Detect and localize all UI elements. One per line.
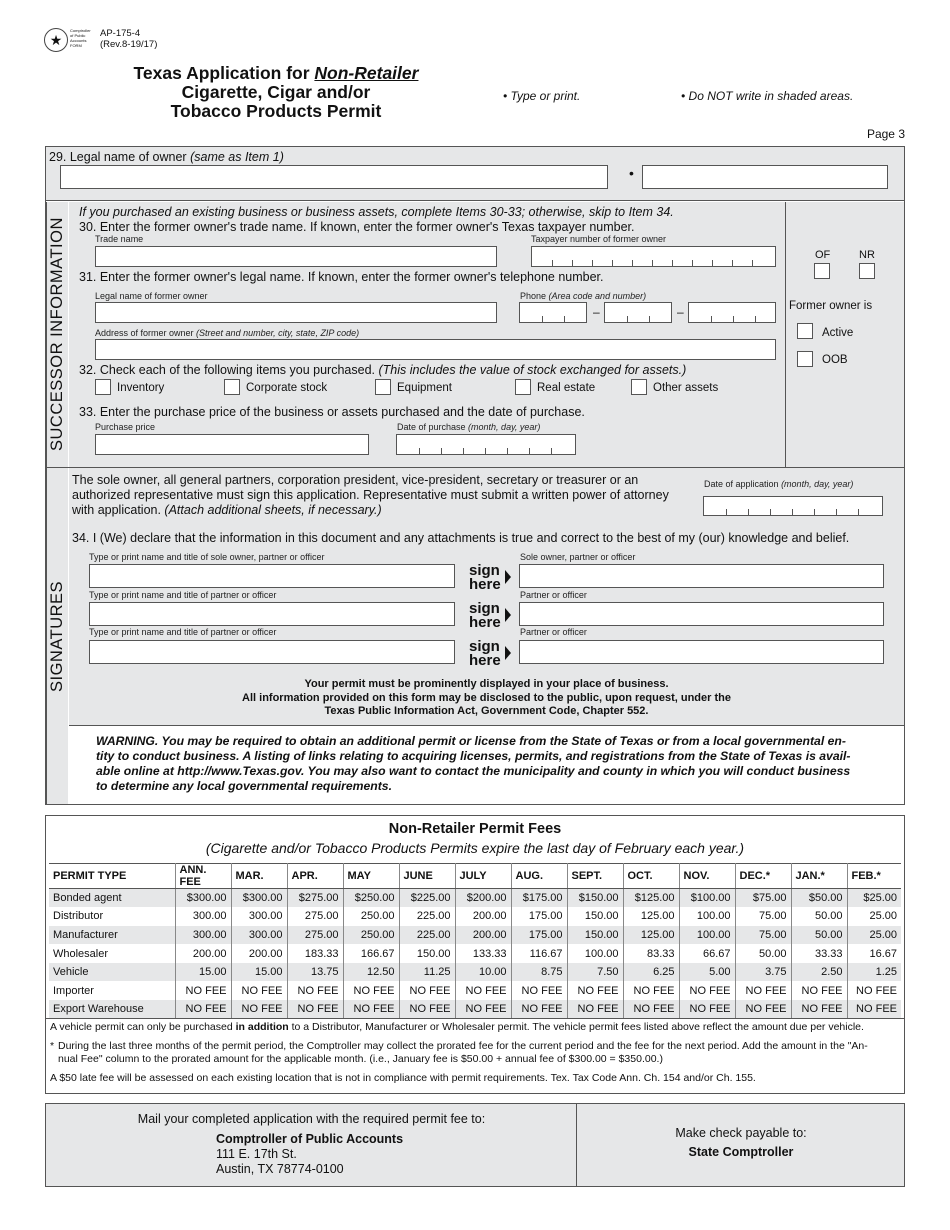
fee-cell: 11.25 <box>399 963 455 982</box>
mail-heading: Mail your completed application with the required permit fee to: <box>137 1112 486 1126</box>
signer2-name-input[interactable] <box>89 602 455 626</box>
public-info-notice: Your permit must be prominently displayed in your place of business. All information provided on this form may be disclosed to the public, upon request, under the Texas Public Information Act, Government Code, Chapter 552. <box>242 678 731 717</box>
fees-row <box>49 944 901 963</box>
divider <box>46 1018 904 1019</box>
fee-cell: NO FEE <box>511 981 567 1000</box>
equipment-label: Equipment <box>397 382 452 394</box>
fee-cell: 275.00 <box>287 907 343 926</box>
fee-cell: 200.00 <box>231 944 287 963</box>
col-header: MAY <box>343 864 399 889</box>
fees-header-row <box>49 864 901 889</box>
purchase-date-input[interactable] <box>396 434 576 455</box>
purchase-price-input[interactable] <box>95 434 369 455</box>
purchase-price-label: Purchase price <box>95 422 156 432</box>
fee-cell: 166.67 <box>343 944 399 963</box>
fee-cell: NO FEE <box>399 1000 455 1019</box>
phone-label: Phone (Area code and number) <box>520 291 647 301</box>
fee-cell: 275.00 <box>287 926 343 945</box>
fee-cell: 200.00 <box>175 944 231 963</box>
signatures-section <box>69 468 904 726</box>
fee-cell: NO FEE <box>735 1000 791 1019</box>
real-estate-label: Real estate <box>537 382 596 394</box>
signer3-signature-label: Partner or officer <box>520 627 587 637</box>
form-revision: (Rev.8-19/17) <box>100 39 158 50</box>
purchase-date-label: Date of purchase (month, day, year) <box>397 422 541 432</box>
fees-row <box>49 1000 901 1019</box>
permit-type-cell: Distributor <box>49 907 175 926</box>
fee-cell: $150.00 <box>567 889 623 908</box>
phone-prefix-input[interactable] <box>604 302 672 323</box>
date-of-application-input[interactable] <box>703 496 883 516</box>
sign-arrow-icon <box>505 570 511 584</box>
col-header: ANN. FEE <box>175 864 231 889</box>
former-legal-name-input[interactable] <box>95 302 497 323</box>
fee-cell: 13.75 <box>287 963 343 982</box>
col-header: PERMIT TYPE <box>49 864 175 889</box>
fee-cell: $25.00 <box>847 889 901 908</box>
fee-cell: NO FEE <box>455 1000 511 1019</box>
fee-cell: 250.00 <box>343 907 399 926</box>
sign-arrow-icon <box>505 608 511 622</box>
col-header: MAR. <box>231 864 287 889</box>
fee-cell: 50.00 <box>735 944 791 963</box>
fee-cell: 100.00 <box>567 944 623 963</box>
fee-cell: 200.00 <box>455 907 511 926</box>
of-label: OF <box>815 249 831 261</box>
fee-cell: 300.00 <box>231 926 287 945</box>
permit-type-cell: Bonded agent <box>49 889 175 908</box>
permit-type-cell: Importer <box>49 981 175 1000</box>
signer2-signature-label: Partner or officer <box>520 590 587 600</box>
inventory-label: Inventory <box>117 382 165 394</box>
fee-cell: NO FEE <box>567 1000 623 1019</box>
fee-cell: NO FEE <box>231 1000 287 1019</box>
item30-text: 30. Enter the former owner's trade name. If known, enter the former owner's Texas taxpayer number. <box>79 220 635 234</box>
signer2-name-label: Type or print name and title of partner or officer <box>89 590 277 600</box>
active-label: Active <box>822 327 854 339</box>
fee-cell: NO FEE <box>399 981 455 1000</box>
fees-table <box>49 863 901 1019</box>
fee-cell: 300.00 <box>175 907 231 926</box>
fee-cell: NO FEE <box>175 1000 231 1019</box>
fee-cell: 125.00 <box>623 907 679 926</box>
fee-cell: $300.00 <box>231 889 287 908</box>
fee-cell: NO FEE <box>287 981 343 1000</box>
inventory-checkbox[interactable] <box>95 379 111 395</box>
fee-cell: 225.00 <box>399 926 455 945</box>
fee-cell: 200.00 <box>455 926 511 945</box>
mailing-address-panel <box>46 1104 577 1186</box>
fee-cell: $75.00 <box>735 889 791 908</box>
fee-cell: 10.00 <box>455 963 511 982</box>
fee-cell: 133.33 <box>455 944 511 963</box>
former-owner-is-label: Former owner is <box>789 300 873 312</box>
other-assets-checkbox[interactable] <box>631 379 647 395</box>
fee-cell: NO FEE <box>791 981 847 1000</box>
phone-dash-2: – <box>677 305 684 319</box>
nr-label: NR <box>859 249 875 261</box>
vehicle-permit-note: A vehicle permit can only be purchased in addition to a Distributor, Manufacturer or Wholesaler permit. The vehicle permit fees listed above reflect the amount due per vehicle. <box>50 1021 864 1033</box>
col-header: OCT. <box>623 864 679 889</box>
fee-cell: 2.50 <box>791 963 847 982</box>
fee-cell: NO FEE <box>343 981 399 1000</box>
title-emphasis: Non-Retailer <box>314 63 419 83</box>
col-header: JUNE <box>399 864 455 889</box>
signer1-name-input[interactable] <box>89 564 455 588</box>
prorate-note-star: * <box>50 1040 55 1052</box>
sign-arrow-icon <box>505 646 511 660</box>
fee-cell: NO FEE <box>455 981 511 1000</box>
fee-cell: NO FEE <box>231 981 287 1000</box>
mailing-section <box>45 1103 905 1187</box>
fee-cell: $50.00 <box>791 889 847 908</box>
fee-cell: NO FEE <box>679 1000 735 1019</box>
corporate-stock-checkbox[interactable] <box>224 379 240 395</box>
fee-cell: $175.00 <box>511 889 567 908</box>
fee-cell: NO FEE <box>623 1000 679 1019</box>
prorate-note: During the last three months of the permit period, the Comptroller may collect the prorated fee for the current period and the fee for the next period. Add the amount in the "An- nual Fee" column to the prorated amount for the applicable month. (i.e., January fee is $50.00 + annual fee of $300.00 = $350.00.) <box>58 1040 868 1065</box>
fee-cell: 175.00 <box>511 907 567 926</box>
signer3-signature-field[interactable] <box>519 640 884 664</box>
phone-line-input[interactable] <box>688 302 776 323</box>
active-checkbox[interactable] <box>797 323 813 339</box>
fee-cell: NO FEE <box>735 981 791 1000</box>
fee-cell: 6.25 <box>623 963 679 982</box>
col-header: JULY <box>455 864 511 889</box>
fee-cell: 12.50 <box>343 963 399 982</box>
shaded-areas-note: • Do NOT write in shaded areas. <box>681 89 854 103</box>
fees-row <box>49 926 901 945</box>
fee-cell: 100.00 <box>679 926 735 945</box>
fee-cell: $300.00 <box>175 889 231 908</box>
fee-cell: 50.00 <box>791 926 847 945</box>
sign-here-marker-1: sign here <box>469 564 501 592</box>
signer3-name-label: Type or print name and title of partner or officer <box>89 627 277 637</box>
form-id: AP-175-4 <box>100 28 141 39</box>
sign-here-marker-2: sign here <box>469 602 501 630</box>
fee-cell: NO FEE <box>623 981 679 1000</box>
successor-intro: If you purchased an existing business or business assets, complete Items 30-33; otherwise, skip to Item 34. <box>79 205 674 219</box>
col-header: DEC.* <box>735 864 791 889</box>
phone-area-code-input[interactable] <box>519 302 587 323</box>
bullet-mark: • <box>629 165 634 181</box>
permit-type-cell: Manufacturer <box>49 926 175 945</box>
fee-cell: 8.75 <box>511 963 567 982</box>
item33-text: 33. Enter the purchase price of the business or assets purchased and the date of purchase. <box>79 405 585 419</box>
permit-type-cell: Export Warehouse <box>49 1000 175 1019</box>
fee-cell: NO FEE <box>567 981 623 1000</box>
item29-section <box>46 147 904 201</box>
owner-legal-name-input[interactable] <box>60 165 608 189</box>
signer3-name-input[interactable] <box>89 640 455 664</box>
fee-cell: NO FEE <box>791 1000 847 1019</box>
signatures-intro: The sole owner, all general partners, corporation president, vice-president, secretary or treasurer or an authorized representative must sign this application. Representative must submit a written power of attorney with application. (Attach additional sheets, if necessary.) <box>72 473 669 517</box>
fee-cell: 116.67 <box>511 944 567 963</box>
fee-cell: 1.25 <box>847 963 901 982</box>
title-line-3: Tobacco Products Permit <box>170 101 382 121</box>
fees-row <box>49 963 901 982</box>
fees-row <box>49 981 901 1000</box>
fee-cell: $275.00 <box>287 889 343 908</box>
permit-type-cell: Vehicle <box>49 963 175 982</box>
fee-cell: $100.00 <box>679 889 735 908</box>
fee-cell: $200.00 <box>455 889 511 908</box>
fee-cell: NO FEE <box>679 981 735 1000</box>
fee-cell: 150.00 <box>567 907 623 926</box>
phone-dash-1: – <box>593 305 600 319</box>
sign-here-marker-3: sign here <box>469 640 501 668</box>
col-header: JAN.* <box>791 864 847 889</box>
fee-cell: $250.00 <box>343 889 399 908</box>
fee-cell: 33.33 <box>791 944 847 963</box>
fee-cell: 150.00 <box>567 926 623 945</box>
oob-checkbox[interactable] <box>797 351 813 367</box>
taxpayer-number-label: Taxpayer number of former owner <box>531 234 667 244</box>
taxpayer-number-input[interactable] <box>531 246 776 267</box>
oob-label: OOB <box>822 354 848 366</box>
fee-cell: 125.00 <box>623 926 679 945</box>
fee-cell: 250.00 <box>343 926 399 945</box>
fees-row <box>49 907 901 926</box>
signatures-side-label: SIGNATURES <box>46 468 68 804</box>
corporate-stock-label: Corporate stock <box>246 382 328 394</box>
fee-cell: 175.00 <box>511 926 567 945</box>
former-legal-name-label: Legal name of former owner <box>95 291 208 301</box>
fee-cell: $225.00 <box>399 889 455 908</box>
office-use-panel <box>785 202 904 467</box>
fee-cell: 7.50 <box>567 963 623 982</box>
mail-city: Austin, TX 78774-0100 <box>216 1162 344 1176</box>
signer1-name-label: Type or print name and title of sole owner, partner or officer <box>89 552 325 562</box>
check-payee: State Comptroller <box>688 1145 794 1159</box>
signer1-signature-label: Sole owner, partner or officer <box>520 552 636 562</box>
fee-cell: 25.00 <box>847 926 901 945</box>
item34-declaration: 34. I (We) declare that the information in this document and any attachments is true and correct to the best of my (our) knowledge and belief. <box>72 531 850 545</box>
form-number <box>100 28 157 50</box>
owner-id-input[interactable] <box>642 165 888 189</box>
fee-cell: 16.67 <box>869 947 897 960</box>
fee-cell: 25.00 <box>869 910 897 923</box>
fee-cell: 15.00 <box>231 963 287 982</box>
permit-type-cell: Wholesaler <box>49 944 175 963</box>
page-title <box>98 64 454 121</box>
fee-cell: NO FEE <box>856 984 897 997</box>
col-header: SEPT. <box>567 864 623 889</box>
fee-cell: 66.67 <box>679 944 735 963</box>
comptroller-seal-icon: ★ <box>44 28 68 52</box>
nr-checkbox[interactable] <box>859 263 875 279</box>
fee-cell: NO FEE <box>511 1000 567 1019</box>
trade-name-input[interactable] <box>95 246 497 267</box>
date-of-application-label: Date of application (month, day, year) <box>704 479 854 489</box>
fee-cell: 225.00 <box>399 907 455 926</box>
col-header: AUG. <box>511 864 567 889</box>
type-or-print-note: • Type or print. <box>503 89 581 103</box>
trade-name-label: Trade name <box>95 234 144 244</box>
col-header: NOV. <box>679 864 735 889</box>
warning-text: WARNING. You may be required to obtain an additional permit or license from the State of Texas or from a local governmental en- tity to conduct business. A listing of links relating to acquiring licenses, permits, and registrations from the State of Texas is avail- able online at http://www.Texas.gov. You may also want to contact the municipality and county in which you will conduct business to determine any local governmental requirements. <box>96 734 851 793</box>
check-payable-heading: Make check payable to: <box>675 1126 807 1140</box>
former-address-label: Address of former owner (Street and number, city, state, ZIP code) <box>95 328 360 338</box>
fee-cell: 150.00 <box>399 944 455 963</box>
fee-cell: 75.00 <box>735 926 791 945</box>
item32-text: 32. Check each of the following items you purchased. (This includes the value of stock exchanged for assets.) <box>79 363 687 377</box>
fee-cell: 3.75 <box>735 963 791 982</box>
item31-text: 31. Enter the former owner's legal name. If known, enter the former owner's telephone number. <box>79 270 604 284</box>
former-address-input[interactable] <box>95 339 776 360</box>
fees-section <box>45 815 905 1094</box>
item29-label: 29. Legal name of owner (same as Item 1) <box>49 150 284 164</box>
fee-cell: 100.00 <box>679 907 735 926</box>
mail-street: 111 E. 17th St. <box>216 1147 297 1161</box>
fee-cell: NO FEE <box>287 1000 343 1019</box>
equipment-checkbox[interactable] <box>375 379 391 395</box>
fee-cell: 15.00 <box>175 963 231 982</box>
fee-cell: 5.00 <box>679 963 735 982</box>
title-prefix: Texas Application for <box>133 63 315 83</box>
mail-org: Comptroller of Public Accounts <box>216 1132 404 1146</box>
col-header: APR. <box>287 864 343 889</box>
successor-section <box>69 202 785 467</box>
fees-row <box>49 889 901 908</box>
page-number: Page 3 <box>866 127 905 141</box>
fee-cell: NO FEE <box>175 981 231 1000</box>
col-header: FEB.* <box>847 864 901 889</box>
late-fee-note: A $50 late fee will be assessed on each existing location that is not in compliance with permit requirements. Tex. Tax Code Ann. Ch. 154 and/or Ch. 155. <box>50 1072 756 1084</box>
mail-address <box>216 1132 403 1177</box>
signer2-signature-field[interactable] <box>519 602 884 626</box>
fee-cell: 50.00 <box>791 907 847 926</box>
fee-cell: 83.33 <box>623 944 679 963</box>
fees-title: Non-Retailer Permit Fees <box>388 821 562 837</box>
successor-side-label: SUCCESSOR INFORMATION <box>46 202 68 467</box>
fee-cell: 183.33 <box>287 944 343 963</box>
fee-cell: 75.00 <box>735 907 791 926</box>
signer1-signature-field[interactable] <box>519 564 884 588</box>
fee-cell: NO FEE <box>343 1000 399 1019</box>
fee-cell: $125.00 <box>623 889 679 908</box>
of-checkbox[interactable] <box>814 263 830 279</box>
fee-cell: 300.00 <box>231 907 287 926</box>
title-line-2: Cigarette, Cigar and/or <box>181 82 371 102</box>
real-estate-checkbox[interactable] <box>515 379 531 395</box>
seal-caption: Comptroller of Public Accounts FORM <box>70 28 91 48</box>
fee-cell: NO FEE <box>847 1000 901 1019</box>
fee-cell: 300.00 <box>175 926 231 945</box>
fees-subtitle: (Cigarette and/or Tobacco Products Permits expire the last day of February each year.) <box>205 840 745 856</box>
other-assets-label: Other assets <box>653 382 719 394</box>
